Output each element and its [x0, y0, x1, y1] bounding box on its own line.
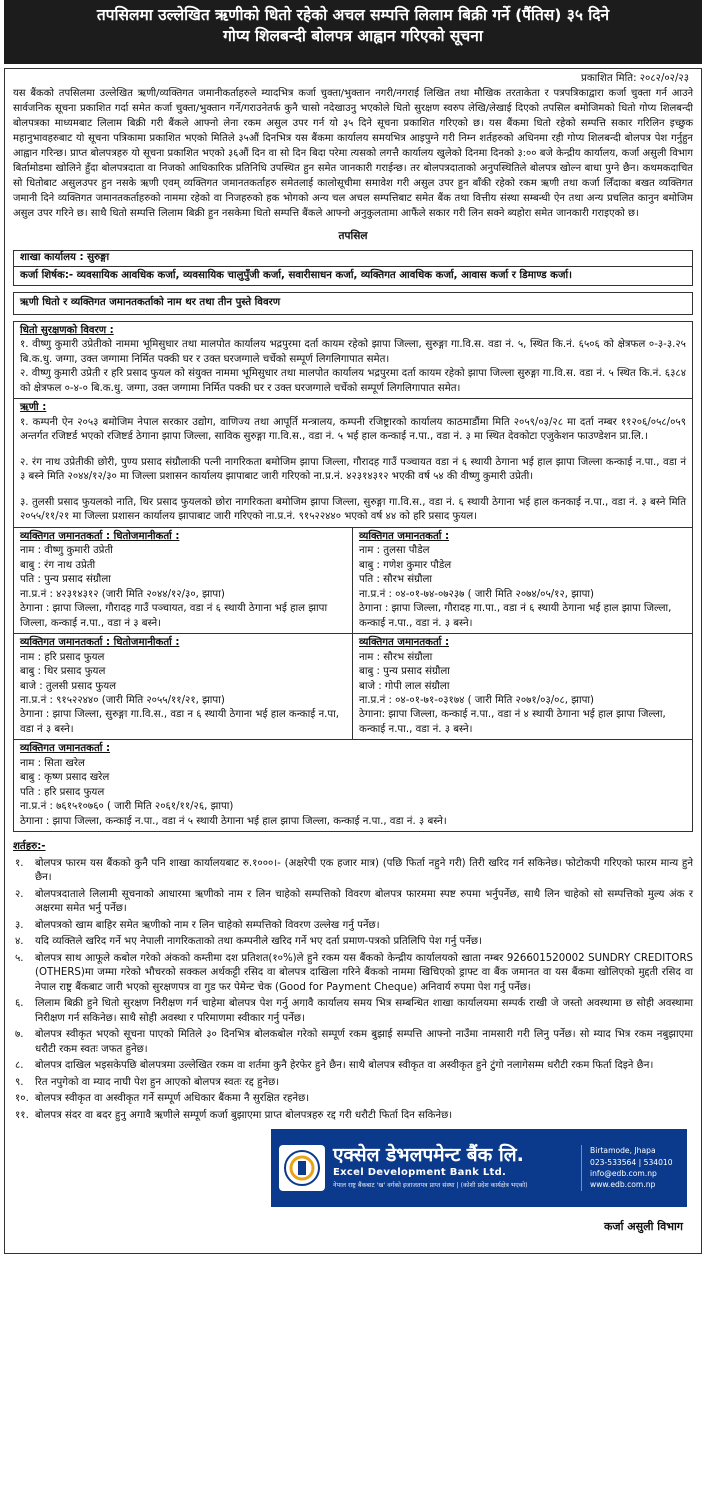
guarantor-line: ठेगाना : झापा जिल्ला, सुरुङ्गा गा.वि.स., वडा न ६ स्थायी ठेगाना भई हाल कन्काई न.पा, वडा नं ३ बस्ने। [20, 709, 339, 735]
guarantor-line: बाजे : तुलसी प्रसाद फुयल [20, 680, 117, 692]
guarantor-heading: व्यक्तिगत जमानतकर्ता : धितोजमानीकर्ता : [20, 637, 180, 649]
guarantor-line: ना.प्र.नं : ०४-०१-७४-०७२३७ ( जारी मिति २०७४/०५/१२, झापा) [359, 588, 594, 600]
guarantor-line: पति : हरि प्रसाद फुयल [20, 786, 105, 798]
borrower-item: १. कम्पनी ऐन २०५३ बमोजिम नेपाल सरकार उद्योग, वाणिज्य तथा आपूर्ति मन्त्रालय, कम्पनी रजिष्ट्रारको कार्यालय काठमाडौंमा मिति २०५९/०३/२८ मा दर्ता नम्बर ११२०६/०५८/०५९ अन्तर्गत रजिष्टर्ड भएको रजिष्टर्ड ठेगाना झापा जिल्ला, साविक सुरुङ्गा गा.वि.स., वडा नं. ५ भई हाल कन्काई न.पा., वडा नं. ३ मा स्थित देवकोटा एजुकेशन फाउण्डेशन प्रा.लि.। [20, 416, 686, 443]
collateral-item: १. वीष्णु कुमारी उप्रेतीको नाममा भूमिसुधार तथा मालपोत कार्यालय भद्रपुरमा दर्ता कायम रहेको झापा जिल्ला, सुरुङ्गा गा.वि.स. वडा नं. ५, स्थित कि.नं. ६५०६ को क्षेत्रफल ०-३-३.२५ बि.क.धु. जग्गा, उक्त जग्गामा निर्मित पक्की घर र उक्त घरजग्गाले चर्चेको सम्पूर्ण लिगलिगापात समेत। [20, 339, 686, 365]
collateral-item: २. वीष्णु कुमारी उप्रेती र हरि प्रसाद फुयल को संयुक्त नाममा भूमिसुधार तथा मालपोत कार्यालय भद्रपुरमा दर्ता कायम रहेको झापा जिल्ला सुरुङ्गा गा.वि.स. वडा नं. ५ स्थित कि.नं. ६३८४ को क्षेत्रफल ०-४-० बि.क.धु. जग्गा, उक्त जग्गामा निर्मित पक्की घर र उक्त घरजग्गाले चर्चेको सम्पूर्ण लिगलिगापात समेत। [20, 368, 686, 394]
guarantor-card [353, 528, 692, 633]
branch-office: शाखा कार्यालय : सुरुङ्गा [13, 250, 693, 265]
loan-type: कर्जा शिर्षक:- व्यवसायिक आवधिक कर्जा, व्यवसायिक चालुपुँजी कर्जा, सवारीसाधन कर्जा, व्यक्तिगत आवधिक कर्जा, आवास कर्जा र डिमाण्ड कर्जा। [13, 266, 693, 286]
guarantor-line: नाम : तुलसा पौडेल [359, 545, 430, 557]
guarantor-line: नाम : हरि प्रसाद फुयल [20, 651, 105, 663]
guarantor-line: बाबु : पुन्य प्रसाद संग्रौला [359, 666, 450, 678]
guarantor-line: ना.प्र.नं : ९१५२२४४० (जारी मिति २०५५/११/२१, झापा) [20, 694, 225, 706]
guarantor-card [14, 528, 353, 633]
guarantor-heading: व्यक्तिगत जमानतकर्ता : [359, 637, 450, 649]
term-item: २. बोलपत्रदाताले लिलामी सूचनाको आधारमा ऋणीको नाम र लिन चाहेको सम्पत्तिको विवरण बोलपत्र फारममा स्पष्ट रुपमा भर्नुपर्नेछ, साथै लिन चाहेको सो सम्पत्तिको मुल्य अंक र अक्षरमा समेत भर्नु पर्नेछ। [15, 888, 693, 915]
borrowers-section [13, 399, 693, 527]
guarantor-heading: व्यक्तिगत जमानतकर्ता : धितोजमानीकर्ता : [20, 530, 180, 542]
guarantor-line: पति : सौरभ संग्रौला [359, 574, 433, 586]
guarantor-line: पति : पुन्य प्रसाद संग्रौला [20, 574, 111, 586]
department-signoff: कर्जा असुली विभाग [603, 1220, 683, 1234]
collateral-section [13, 321, 693, 399]
contact-phone: 023-533564 | 534010 [590, 1157, 673, 1167]
term-item: ११. बोलपत्र संदर वा बदर हुनु अगावै ऋणीले सम्पूर्ण कर्जा बुझाएमा प्राप्त बोलपत्रहरु रद्द गरी धरौटी फिर्ता दिन सकिनेछ। [15, 1109, 453, 1121]
guarantor-line: ना.प्र.नं : ०४-०१-७१-०३१७४ ( जारी मिति २०७१/०३/०८, झापा) [359, 694, 594, 706]
guarantor-heading: व्यक्तिगत जमानतकर्ता : [20, 743, 111, 755]
borrower-details-header: ऋणी धितो र व्यक्तिगत जमानतकर्ताको नाम थर तथा तीन पुस्ते विवरण [13, 292, 693, 314]
bank-name-en: Excel Development Bank Ltd. [333, 1166, 507, 1178]
schedule-title: तपसिल [338, 230, 368, 243]
guarantor-line: नाम : सिता खरेल [20, 757, 85, 769]
guarantor-line: बाबु : कृष्ण प्रसाद खरेल [20, 772, 110, 784]
guarantor-row [13, 528, 693, 634]
guarantor-line: ठेगाना : झापा जिल्ला, कन्काई न.पा., वडा नं ५ स्थायी ठेगाना भई हाल झापा जिल्ला, कन्काई न.पा., वडा नं. ३ बस्ने। [20, 815, 447, 827]
terms-list [13, 857, 693, 1123]
footer [13, 1129, 693, 1247]
guarantor-line: बाजे : गोपी लाल संग्रौला [359, 680, 450, 692]
terms-title: शर्तहरु:- [13, 841, 46, 853]
term-item: १०. बोलपत्र स्वीकृत वा अस्वीकृत गर्ने सम्पूर्ण अधिकार बैंकमा नै सुरक्षित रहनेछ। [15, 1093, 310, 1105]
contact-address: Birtamode, Jhapa [590, 1146, 656, 1156]
term-item: ५. बोलपत्र साथ आफूले कबोल गरेको अंकको कम्तीमा दश प्रतिशत(१०%)ले हुने रकम यस बैंकको केन्द्रीय कार्यालयको खाता नम्बर 926601520002 SUNDRY CREDITORS (OTHERS)मा जम्मा गरेको भौचरको सक्कल अर्थकट्टी रसिद वा बोलपत्र दाखिला गरिने बैंकको नाममा खिचिएको ड्राफ्ट वा बैंक जमानत वा यस बैंकमा खोलिएको मुद्दती रसिद वा नेपाल राष्ट्र बैंकबाट जारी भएको सुरक्षणपत्र वा गुड फर पेमेन्ट चेक (Good for Payment Cheque) अनिवार्य रुपमा पेश गर्नु पर्नेछ। [15, 952, 693, 993]
term-item: ३. बोलपत्रको खाम बाहिर समेत ऋणीको नाम र लिन चाहेको सम्पत्तिको विवरण उल्लेख गर्नु पर्नेछ। [15, 919, 380, 931]
guarantor-heading: व्यक्तिगत जमानतकर्ता : [359, 530, 450, 542]
guarantor-line: ना.प्र.नं : ७६१५१०७६० ( जारी मिति २०६१/११/२६, झापा) [20, 801, 234, 813]
guarantor-line: ठेगाना : झापा जिल्ला, गौरादह गाउँ पञ्चायत, वडा नं ६ स्थायी ठेगाना भई हाल झापा जिल्ला, कन्काई न.पा., वडा नं ३ बस्ने। [20, 603, 328, 629]
term-item: ८. बोलपत्र दाखिल भइसकेपछि बोलपत्रमा उल्लेखित रकम वा शर्तमा कुनै हेरफेर हुने छैन। साथै बोलपत्र स्वीकृत वा अस्वीकृत हुने टुंगो नलागेसम्म धरौटी रकम फिर्ता दिइने छैन। [15, 1060, 654, 1072]
guarantor-card [14, 634, 353, 739]
contact-website[interactable]: www.edb.com.np [590, 1180, 656, 1190]
title-line-1: तपसिलमा उल्लेखित ऋणीको धितो रहेको अचल सम्पत्ति लिलाम बिक्री गर्ने (पैंतिस) ३५ दिने [96, 6, 610, 24]
collateral-heading: धितो सुरक्षणको विवरण : [20, 324, 114, 336]
guarantor-line: नाम : सौरभ संग्रौला [359, 651, 433, 663]
term-item: १. बोलपत्र फारम यस बैंकको कुनै पनि शाखा कार्यालयबाट रु.१०००।- (अक्षरेपी एक हजार मात्र) (पछि फिर्ता नहुने गरी) तिरी खरिद गर्न सकिनेछ। फोटोकपी गरिएको फारम मान्य हुने छैन। [15, 857, 693, 884]
guarantor-line: नाम : वीष्णु कुमारी उप्रेती [20, 545, 113, 557]
title-line-2: गोप्य शिलबन्दी बोलपत्र आह्वान गरिएको सूचना [223, 27, 483, 46]
guarantor-card [353, 634, 692, 739]
bank-logo-banner [271, 1129, 687, 1207]
intro-paragraph: यस बैंकको तपसिलमा उल्लेखित ऋणी/व्यक्तिगत जमानीकर्ताहरुले म्यादभित्र कर्जा चुक्ता/भुक्तान नगरी/नगराई लिखित तथा मौखिक तरताकेता र पत्रपत्रिकाद्वारा कर्जा चुक्ता गर्न आउने सार्वजनिक सूचना प्रकाशित गर्दा समेत कर्जा चुक्ता/भुक्तान गर्ने/गराउनेतर्फ कुनै चासो नदेखाउनु भएकोले धितो सुरक्षण स्वरुप लेखि/लेखाई दिएको तपसिल बमोजिमको धितो गोप्य शिलबन्दी बोलपत्रका माध्यमबाट लिलाम बिक्री गरी बैंकले आफ्नो लेना रकम असुल उपर गर्न यो ३५ दिने सूचना प्रकाशित गरिएको छ। यस बैंकमा धितो रहेको सम्पत्ति सकार गरिलिन इच्छुक महानुभावहरुबाट यो सूचना पत्रिकामा प्रकाशित भएको मितिले ३५औं दिनभित्र यस बैंकमा कार्यालय समयभित्र आइपुग्ने गरी निम्न शर्तहरुको अधिनमा रही गोप्य शिलबन्दी बोलपत्र पेश गर्नुहुन आह्वान गरिन्छ। प्राप्त बोलपत्रहरु यो सूचना प्रकाशित भएको ३६औं दिन वा सो दिन बिदा परेमा त्यसको लगत्तै कार्यालय खुलेको दिनमा दिनको ३:०० बजे केन्द्रीय कार्यालय, कर्जा असुली विभाग बिर्तामोडमा खोलिने हुँदा बोलपत्रदाता वा निजको आधिकारिक प्रतिनिधि उपस्थित हुन समेत जानकारी गराईन्छ। तर बोलपत्रदाताको अनुपस्थितिले बोलपत्र खोल्न बाधा पुग्ने छैन। कथमकदाचित सो धितोबाट असुलउपर हुन नसके ऋणी एवम् व्यक्तिगत जमानतकर्ताहरु समेतलाई कालोसूचीमा समावेश गरी असुल उपर हुन बाँकी रहेको रकम ऋणी तथा कर्जा लिँदाका बखत व्यक्तिगत जमानी दिने व्यक्तिगत जमानतकर्ताहरुको नाममा रहेको वा निजहरुको हक भोगको अन्य चल अचल सम्पत्तिबाट समेत बैंक तथा वित्तीय संस्था सम्बन्धी ऐन तथा अन्य प्रचलित कानुन बमोजिम असुल उपर गरिने छ। साथै धितो सम्पत्ति लिलाम बिक्री हुन नसकेमा धितो सम्पत्ति बैंकले आफ्नो अनुकुलतामा आफैंले सकार गरी लिन सक्ने ब्यहोरा समेत जानकारी गराइएको छ। [13, 88, 693, 220]
borrowers-heading: ऋणी : [20, 402, 47, 414]
bank-tagline: नेपाल राष्ट्र बैंकबाट 'ख' वर्गको इजाजतपत्र प्राप्त संस्था | (कोशी प्रदेश कार्यक्षेत्र भएको) [333, 1182, 528, 1190]
contact-email[interactable]: info@edb.com.np [590, 1169, 657, 1179]
notice-body [4, 68, 702, 1254]
guarantor-row [13, 634, 693, 740]
guarantor-line: बाबु : रंग नाथ उप्रेती [20, 559, 96, 571]
guarantor-card [13, 740, 693, 832]
term-item: ४. यदि व्यक्तिले खरिद गर्ने भए नेपाली नागरिकताको तथा कम्पनीले खरिद गर्ने भए दर्ता प्रमाण-पत्रको प्रतिलिपि पेश गर्नु पर्नेछ। [15, 936, 482, 948]
guarantor-line: ना.प्र.नं : ४२३१४३१२ (जारी मिति २०४४/१२/३०, झापा) [20, 588, 225, 600]
borrower-item: ३. तुलसी प्रसाद फुयलको नाति, थिर प्रसाद फुयलको छोरा नागरिकता बमोजिम झापा जिल्ला, सुरुङ्गा गा.वि.स., वडा नं. ६ स्थायी ठेगाना भई हाल कनकाई न.पा., वडा नं. ३ बस्ने मिति २०५५/११/२१ मा जिल्ला प्रशासन कार्यालय झापाबाट जारी गरिएको ना.प्र.नं. ९१५२२४४० भएको वर्ष ४४ को हरि प्रसाद फुयल। [20, 496, 686, 523]
term-item: ९. रित नपुगेको वा म्याद नाघी पेश हुन आएको बोलपत्र स्वतः रद्द हुनेछ। [15, 1076, 280, 1088]
term-item: ७. बोलपत्र स्वीकृत भएको सूचना पाएको मितिले ३० दिनभित्र बोलकबोल गरेको सम्पूर्ण रकम बुझाई सम्पत्ति आफ्नो नाउँमा नामसारी गरी लिनु पर्नेछ। सो म्याद भित्र रकम नबुझाएमा धरौटी रकम स्वतः जफत हुनेछ। [15, 1029, 693, 1055]
term-item: ६. लिलाम बिक्री हुने धितो सुरक्षण निरीक्षण गर्न चाहेमा बोलपत्र पेश गर्नु अगावै कार्यालय समय भित्र सम्बन्धित शाखा कार्यालयमा सम्पर्क राखी जे जस्तो अवस्थामा छ सोही अवस्थामा निरीक्षण गर्न सकिनेछ। साथै सोही अवस्था र परिमाणमा स्वीकार गर्नु पर्नेछ। [15, 998, 693, 1024]
guarantor-line: बाबु : गणेश कुमार पौडेल [359, 559, 452, 571]
publication-date: प्रकाशित मिति: २०८२/०२/२३ [581, 73, 689, 84]
borrower-item: २. रंग नाथ उप्रेतीकी छोरी, पुण्य प्रसाद संग्रौलाकी पत्नी नागरिकता बमोजिम झापा जिल्ला, गौरादह गाउँ पञ्चायत वडा नं ६ स्थायी ठेगाना भई हाल झापा जिल्ला कन्काई न.पा., वडा नं ३ बस्ने मिति २०४४/१२/३० मा जिल्ला प्रशासन कार्यालय झापाबाट जारी गरिएको ना.प्र.नं. ४२३१४३१२ भएकी वर्ष ५४ की वीष्णु कुमारी उप्रेती। [20, 456, 686, 483]
bank-emblem-icon [279, 1145, 325, 1191]
guarantor-line: बाबु : थिर प्रसाद फुयल [20, 666, 106, 678]
guarantor-line: ठेगाना : झापा जिल्ला, गौरादह गा.पा., वडा नं ६ स्थायी ठेगाना भई हाल झापा जिल्ला, कन्काई न.पा., वडा नं. ३ बस्ने। [359, 603, 672, 629]
bank-name-np: एक्सेल डेभलपमेन्ट बैंक लि. [333, 1144, 524, 1167]
notice-title [4, 0, 702, 64]
bank-contact [581, 1145, 679, 1191]
guarantor-line: ठेगाना: झापा जिल्ला, कन्काई न.पा., वडा नं ४ स्थायी ठेगाना भई हाल झापा जिल्ला, कन्काई न.पा., वडा नं. ३ बस्ने। [359, 709, 666, 735]
